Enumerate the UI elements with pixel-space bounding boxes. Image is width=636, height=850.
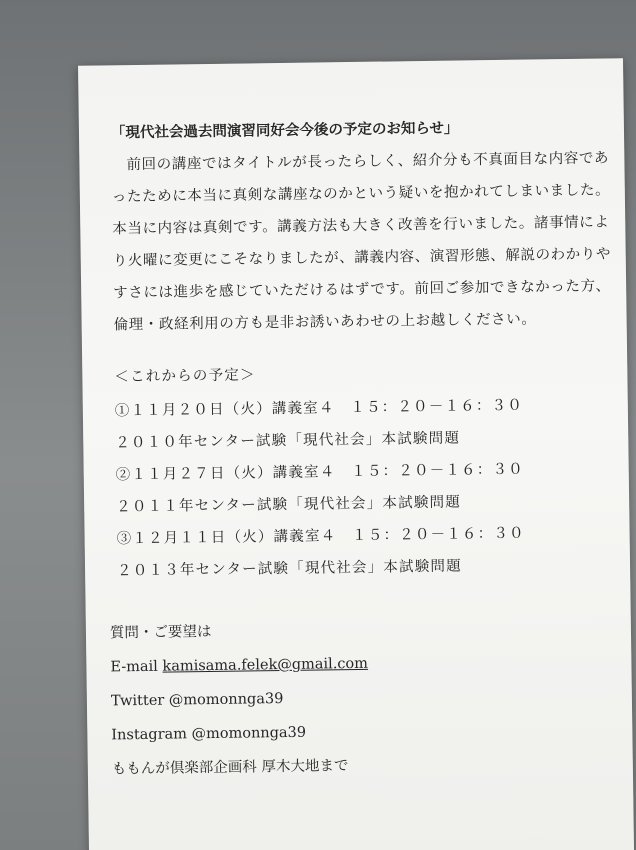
notice-title: 「現代社会過去問演習同好会今後の予定のお知らせ」 <box>110 119 459 142</box>
schedule-heading: ＜これからの予定＞ <box>114 367 256 386</box>
contact-instagram: Instagram @momonnga39 <box>111 724 307 744</box>
schedule-topic-1: ２０１０年センター試験「現代社会」本試験問題 <box>115 430 461 452</box>
intro-line-1: 前回の講座ではタイトルが長ったらしく、紹介分も不真面目な内容であ <box>111 150 610 174</box>
intro-line-5: すさには進歩を感じていただけるはずです。前回ご参加できなかった方、 <box>113 278 611 302</box>
contact-email-line <box>110 654 368 678</box>
schedule-session-2: ②１１月２７日（火）講義室４ １５：２０－１６：３０ <box>115 461 525 484</box>
schedule-topic-3: ２０１３年センター試験「現代社会」本試験問題 <box>116 558 462 580</box>
contact-closing: ももんが倶楽部企画科 厚木大地まで <box>111 758 349 778</box>
intro-line-6: 倫理・政経利用の方も是非お誘いあわせの上お越しください。 <box>113 311 537 334</box>
email-label: E-mail <box>110 658 163 676</box>
schedule-topic-2: ２０１１年センター試験「現代社会」本試験問題 <box>116 494 462 516</box>
schedule-session-1: ①１１月２０日（火）講義室４ １５：２０－１６：３０ <box>114 397 524 420</box>
contact-twitter: Twitter @momonnga39 <box>110 690 284 710</box>
intro-line-2: ったために本当に真剣な講座なのかという疑いを抱かれてしまいました。 <box>111 182 611 206</box>
notice-paper <box>78 58 634 850</box>
intro-line-4: り火曜に変更にこそなりましたが、講義内容、演習形態、解説のわかりや <box>112 246 612 270</box>
email-address: kamisama.felek@gmail.com <box>162 655 369 675</box>
contact-heading: 質問・ご要望は <box>109 623 212 642</box>
intro-line-3: 本当に内容は真剣です。講義方法も大きく改善を行いました。諸事情によ <box>112 214 610 238</box>
schedule-session-3: ③１２月１１日（火）講義室４ １５：２０－１６：３０ <box>116 525 525 548</box>
